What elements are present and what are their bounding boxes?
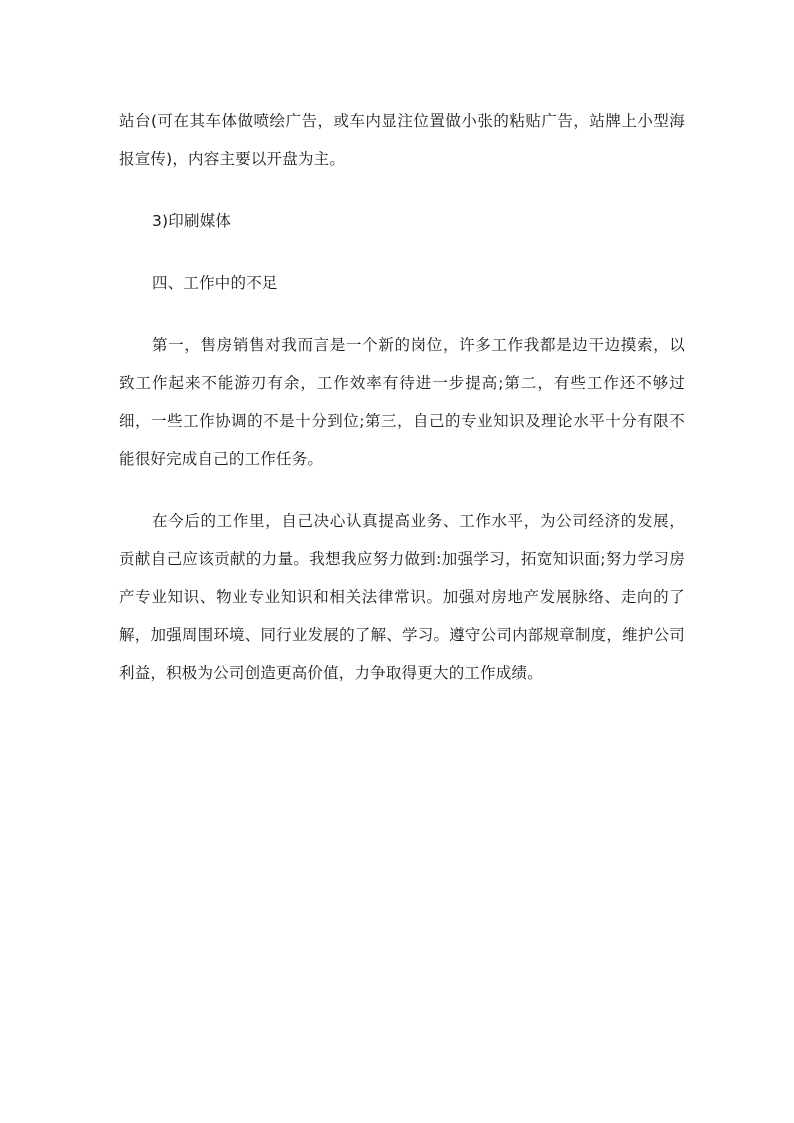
- paragraph-shortcomings: 第一，售房销售对我而言是一个新的岗位，许多工作我都是边干边摸索，以致工作起来不能游刃有余，工作效率有待进一步提高;第二，有些工作还不够过细，一些工作协调的不是十分到位;第三，自己的专业知识及理论水平十分有限不能很好完成自己的工作任务。: [119, 336, 685, 468]
- paragraph-print-media-heading: 3)印刷媒体: [152, 212, 232, 230]
- paragraph-continuation: 站台(可在其车体做喷绘广告，或车内显注位置做小张的粘贴广告，站牌上小型海报宣传)，内容主要以开盘为主。: [119, 112, 685, 168]
- document-body: [119, 102, 685, 692]
- paragraph-future-plans: 在今后的工作里，自己决心认真提高业务、工作水平，为公司经济的发展，贡献自己应该贡献的力量。我想我应努力做到:加强学习，拓宽知识面;努力学习房产专业知识、物业专业知识和相关法律常识。加强对房地产发展脉络、走向的了解，加强周围环境、同行业发展的了解、学习。遵守公司内部规章制度，维护公司利益，积极为公司创造更高价值，力争取得更大的工作成绩。: [119, 512, 685, 682]
- section-heading-shortcomings: 四、工作中的不足: [152, 274, 278, 292]
